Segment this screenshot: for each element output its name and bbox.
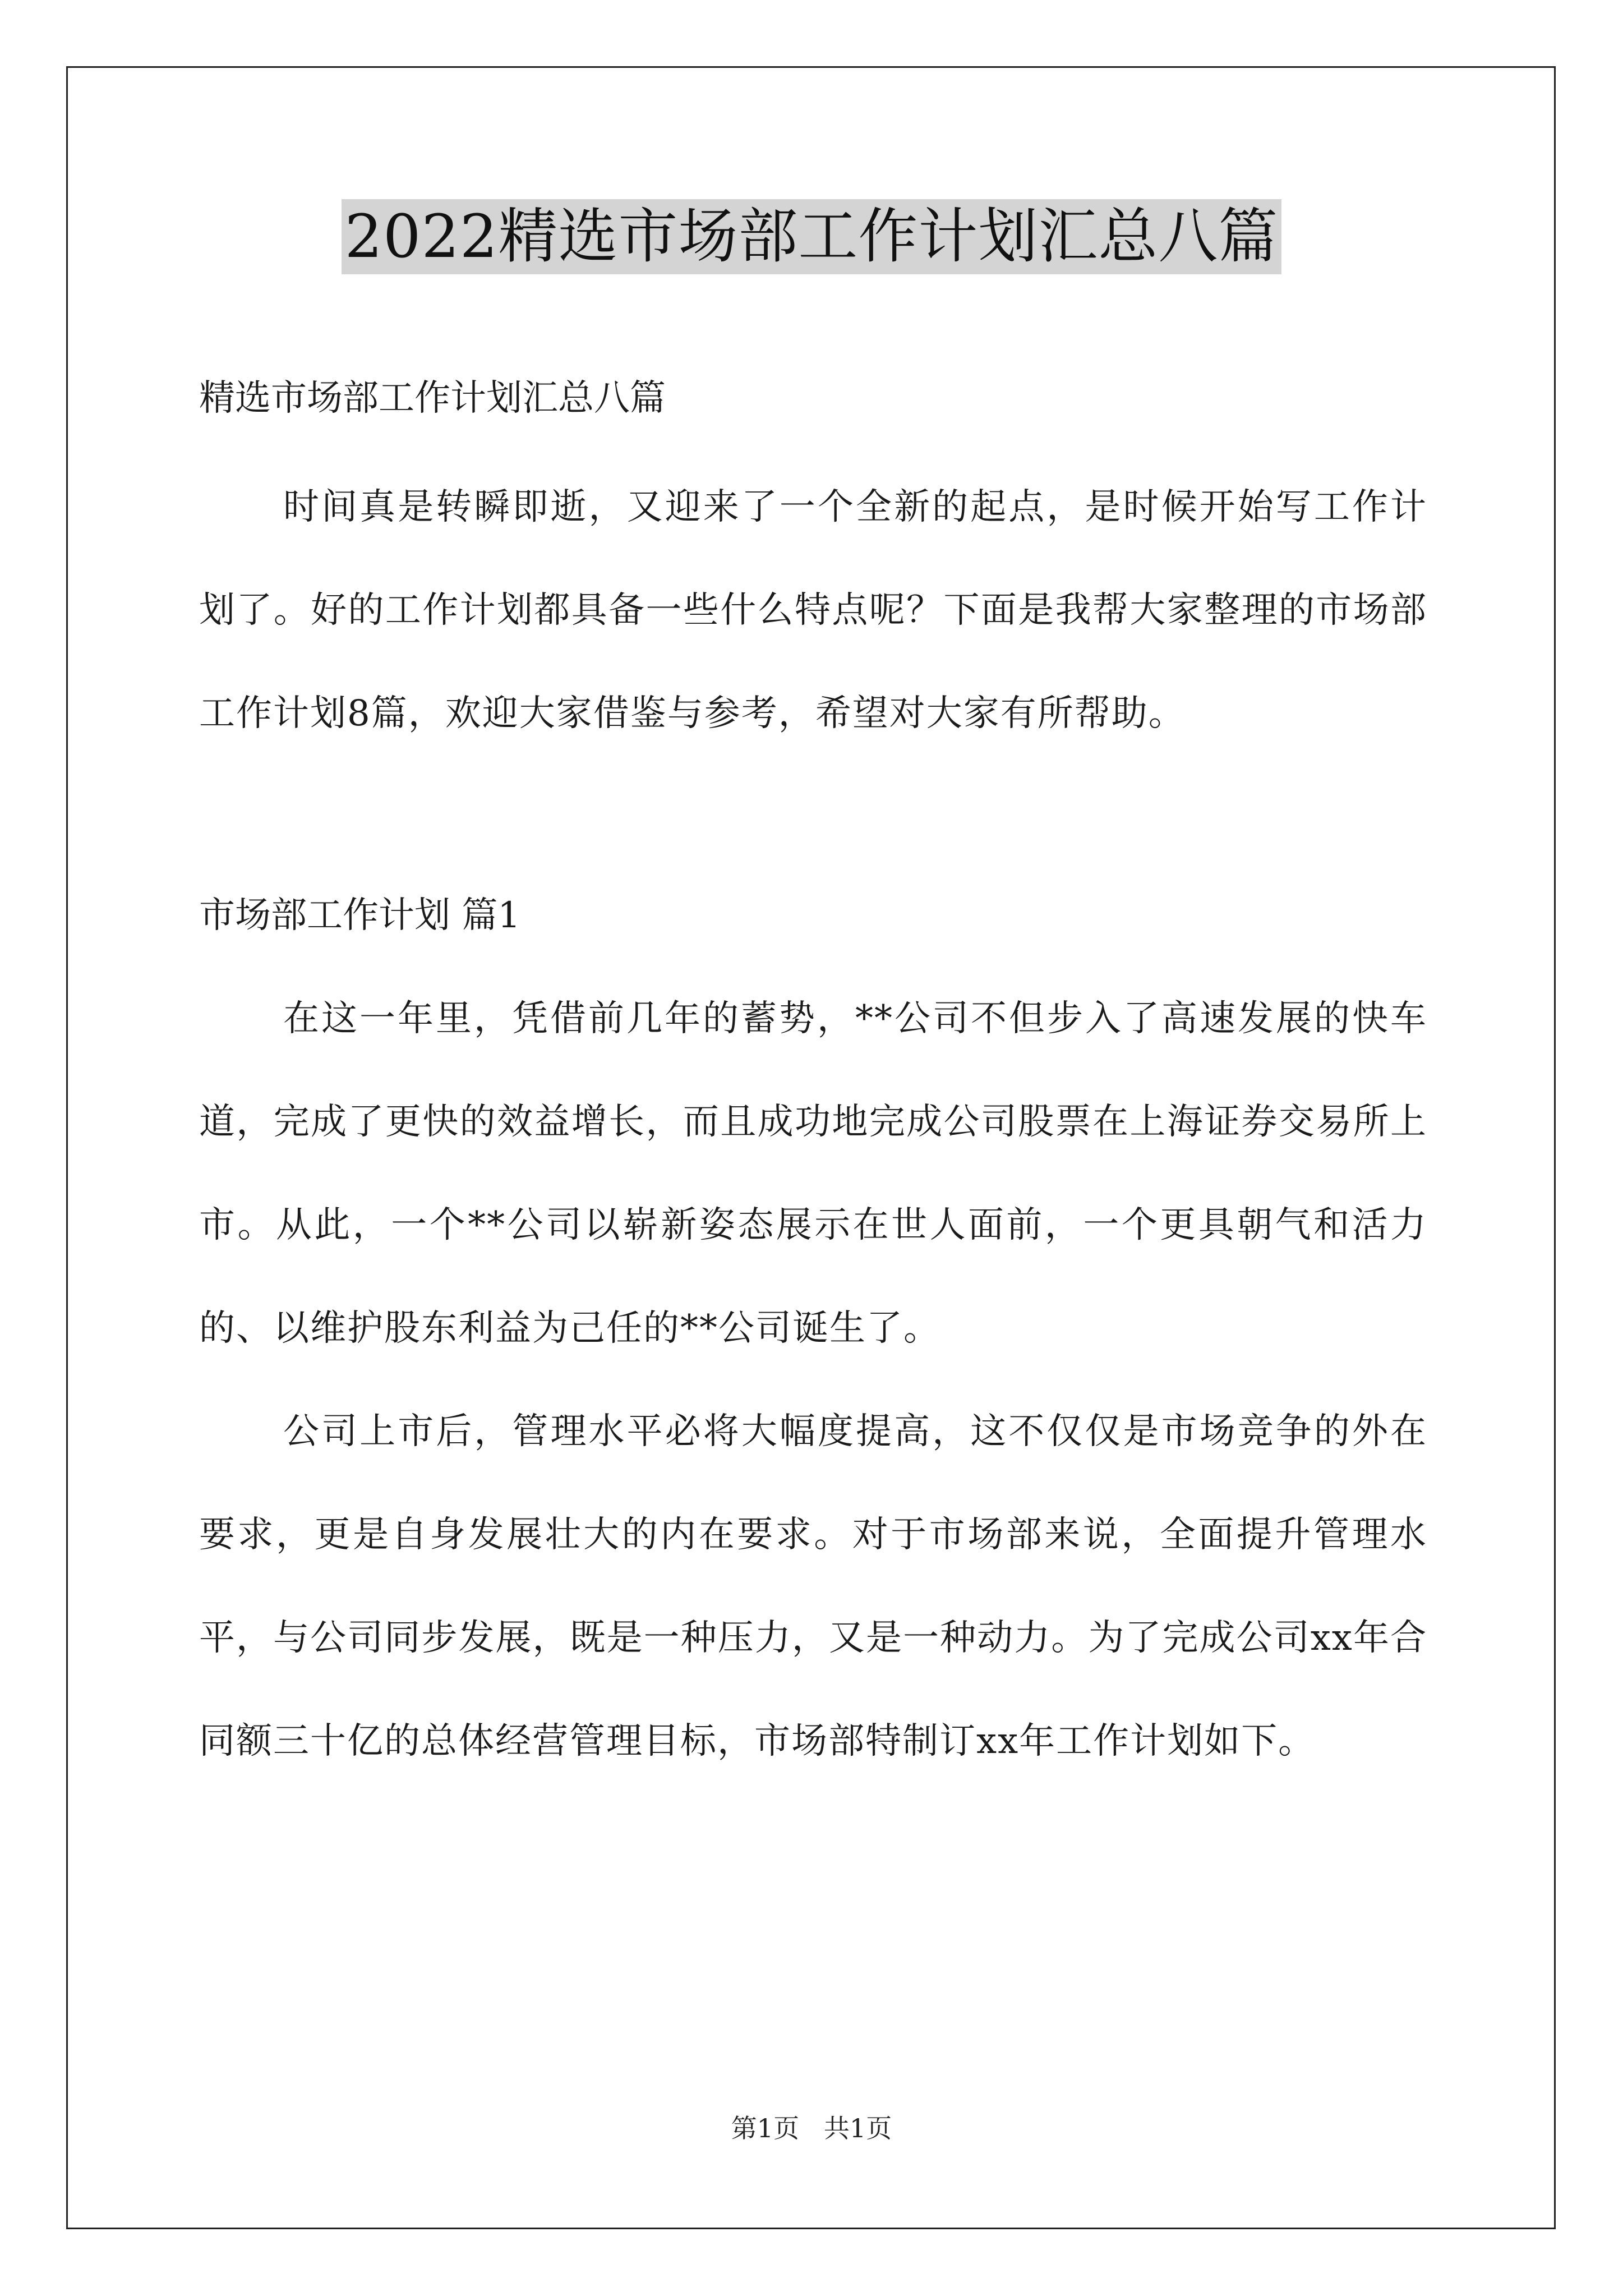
document-title-container [0, 199, 1623, 274]
document-title: 2022精选市场部工作计划汇总八篇 [342, 199, 1282, 274]
document-body [199, 347, 1427, 1793]
body-paragraph-1: 在这一年里，凭借前几年的蓄势，**公司不但步入了高速发展的快车道，完成了更快的效益增长，而且成功地完成公司股票在上海证券交易所上市。从此，一个**公司以崭新姿态展示在世人面前，一个更具朝气和活力的、以维护股东利益为己任的**公司诞生了。 [199, 998, 1427, 1349]
document-subtitle: 精选市场部工作计划汇总八篇 [199, 378, 666, 419]
body-paragraph-2: 公司上市后，管理水平必将大幅度提高，这不仅仅是市场竞争的外在要求，更是自身发展壮大的内在要求。对于市场部来说，全面提升管理水平，与公司同步发展，既是一种压力，又是一种动力。为了完成公司xx年合同额三十亿的总体经营管理目标，市场部特制订xx年工作计划如下。 [199, 1411, 1427, 1762]
section-heading: 市场部工作计划 篇1 [199, 895, 521, 936]
intro-paragraph: 时间真是转瞬即逝，又迎来了一个全新的起点，是时候开始写工作计划了。好的工作计划都具备一些什么特点呢？下面是我帮大家整理的市场部工作计划8篇，欢迎大家借鉴与参考，希望对大家有所帮助。 [199, 486, 1427, 734]
page-footer: 第1页 共1页 [731, 2113, 892, 2143]
